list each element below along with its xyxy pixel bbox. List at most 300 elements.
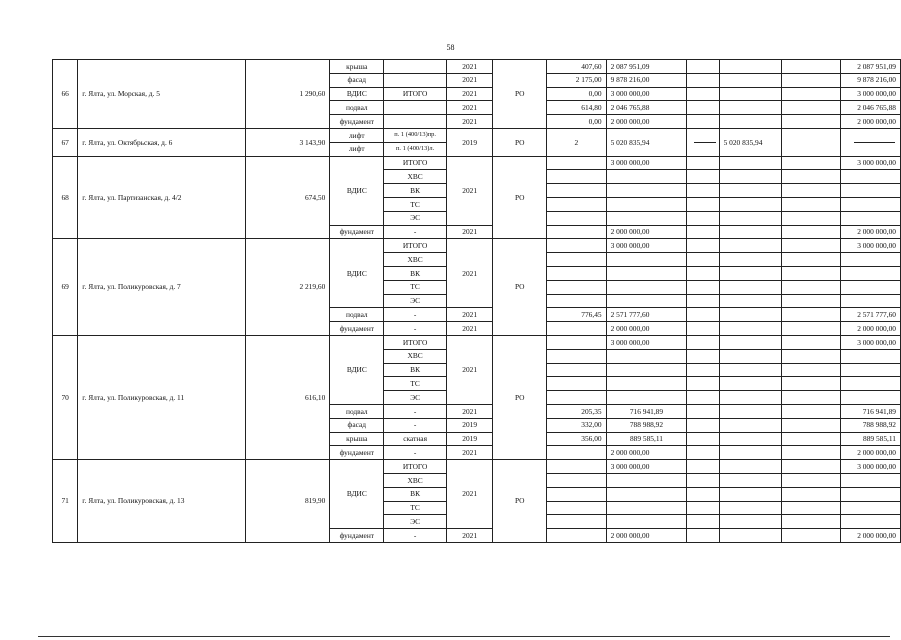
empty-cell	[687, 460, 719, 474]
empty-cell	[687, 322, 719, 336]
qty-cell: 2 175,00	[547, 73, 606, 87]
detail-cell: -	[384, 404, 447, 418]
empty-cell	[687, 170, 719, 184]
empty-cell	[547, 239, 606, 253]
empty-cell	[606, 280, 687, 294]
empty-cell	[840, 211, 900, 225]
address-cell: г. Ялта, ул. Морская, д. 5	[78, 60, 246, 129]
element-cell: фундамент	[330, 529, 384, 543]
empty-cell	[687, 60, 719, 74]
empty-cell	[782, 184, 841, 198]
address-cell: г. Ялта, ул. Октябрьская, д. 6	[78, 128, 246, 156]
empty-cell	[687, 473, 719, 487]
empty-cell	[606, 197, 687, 211]
method-cell: РО	[493, 239, 547, 336]
empty-cell	[547, 184, 606, 198]
detail-cell: -	[384, 225, 447, 239]
empty-cell	[782, 73, 841, 87]
cost-cell: 3 000 000,00	[606, 460, 687, 474]
empty-cell	[840, 501, 900, 515]
lift-cost-cell: 5 020 835,94	[719, 128, 782, 156]
empty-cell	[719, 280, 782, 294]
address-cell: г. Ялта, ул. Поликуровская, д. 11	[78, 335, 246, 459]
empty-cell	[547, 197, 606, 211]
total-cell: 2 571 777,60	[840, 308, 900, 322]
address-cell: г. Ялта, ул. Партизанская, д. 4/2	[78, 156, 246, 239]
empty-cell	[606, 253, 687, 267]
empty-cell	[687, 446, 719, 460]
total-cell: 2 000 000,00	[840, 529, 900, 543]
empty-cell	[547, 487, 606, 501]
empty-cell	[782, 239, 841, 253]
empty-cell	[782, 211, 841, 225]
empty-cell	[840, 391, 900, 405]
empty-cell	[687, 101, 719, 115]
detail-cell: ИТОГО	[384, 335, 447, 349]
table-row	[53, 335, 901, 349]
detail-cell: ИТОГО	[384, 156, 447, 170]
empty-cell	[547, 170, 606, 184]
empty-cell	[840, 349, 900, 363]
total-cell: 2 087 951,09	[840, 60, 900, 74]
empty-cell	[782, 515, 841, 529]
empty-cell	[719, 460, 782, 474]
year-cell: 2021	[446, 101, 492, 115]
empty-cell	[687, 115, 719, 129]
element-cell: лифт	[330, 128, 384, 142]
area-cell: 819,90	[246, 460, 330, 543]
element-cell: ВДИС	[330, 156, 384, 225]
element-cell: подвал	[330, 101, 384, 115]
detail-cell: ТС	[384, 501, 447, 515]
empty-cell	[782, 377, 841, 391]
method-cell: РО	[493, 60, 547, 129]
area-cell: 3 143,90	[246, 128, 330, 156]
empty-cell	[687, 197, 719, 211]
row-number: 69	[53, 239, 78, 336]
empty-cell	[840, 487, 900, 501]
method-cell: РО	[493, 335, 547, 459]
element-cell: ВДИС	[330, 87, 384, 101]
cost-cell: 2 000 000,00	[606, 446, 687, 460]
total-cell: 9 878 216,00	[840, 73, 900, 87]
element-cell: фундамент	[330, 446, 384, 460]
empty-cell	[547, 501, 606, 515]
empty-cell	[840, 377, 900, 391]
detail-cell: ИТОГО	[384, 87, 447, 101]
empty-cell	[782, 87, 841, 101]
area-cell: 1 290,60	[246, 60, 330, 129]
element-cell: крыша	[330, 432, 384, 446]
empty-cell	[782, 432, 841, 446]
empty-cell	[719, 487, 782, 501]
empty-cell	[782, 308, 841, 322]
empty-cell	[782, 101, 841, 115]
empty-cell	[719, 184, 782, 198]
empty-cell	[719, 377, 782, 391]
empty-cell	[782, 156, 841, 170]
empty-cell	[719, 418, 782, 432]
empty-cell	[782, 473, 841, 487]
empty-cell	[687, 515, 719, 529]
cost-cell: 3 000 000,00	[606, 156, 687, 170]
total-cell: 3 000 000,00	[840, 87, 900, 101]
empty-cell	[687, 391, 719, 405]
cost-cell: 3 000 000,00	[606, 87, 687, 101]
empty-cell	[782, 197, 841, 211]
empty-cell	[687, 404, 719, 418]
detail-cell: ХВС	[384, 473, 447, 487]
empty-cell	[719, 501, 782, 515]
element-cell: лифт	[330, 142, 384, 156]
empty-cell	[719, 170, 782, 184]
detail-cell: -	[384, 308, 447, 322]
empty-cell	[687, 294, 719, 308]
element-cell: ВДИС	[330, 239, 384, 308]
year-cell: 2021	[446, 404, 492, 418]
table-row	[53, 60, 901, 74]
cost-cell: 2 000 000,00	[606, 529, 687, 543]
empty-cell	[782, 418, 841, 432]
empty-cell	[547, 253, 606, 267]
empty-cell	[840, 128, 900, 156]
cost-cell: 788 988,92	[606, 418, 687, 432]
empty-cell	[687, 184, 719, 198]
empty-cell	[782, 404, 841, 418]
empty-cell	[840, 170, 900, 184]
empty-cell	[606, 501, 687, 515]
empty-cell	[840, 473, 900, 487]
cost-cell: 3 000 000,00	[606, 239, 687, 253]
empty-cell	[606, 266, 687, 280]
empty-cell	[687, 501, 719, 515]
empty-cell	[719, 294, 782, 308]
empty-cell	[687, 308, 719, 322]
empty-cell	[687, 335, 719, 349]
empty-cell	[719, 322, 782, 336]
detail-cell: -	[384, 446, 447, 460]
empty-cell	[606, 170, 687, 184]
total-cell: 3 000 000,00	[840, 156, 900, 170]
row-number: 70	[53, 335, 78, 459]
cost-cell: 5 020 835,94	[606, 128, 687, 156]
row-number: 71	[53, 460, 78, 543]
empty-cell	[719, 515, 782, 529]
empty-cell	[687, 266, 719, 280]
element-cell: фундамент	[330, 225, 384, 239]
empty-cell	[782, 335, 841, 349]
detail-cell: ХВС	[384, 349, 447, 363]
method-cell: РО	[493, 128, 547, 156]
detail-cell: п. 1 (400/13)пр.	[384, 128, 447, 142]
empty-cell	[719, 363, 782, 377]
detail-cell: -	[384, 322, 447, 336]
empty-cell	[782, 294, 841, 308]
row-number: 67	[53, 128, 78, 156]
total-cell: 788 988,92	[840, 418, 900, 432]
empty-cell	[719, 349, 782, 363]
empty-cell	[687, 225, 719, 239]
detail-cell: ЭС	[384, 294, 447, 308]
empty-cell	[840, 266, 900, 280]
empty-cell	[719, 308, 782, 322]
empty-cell	[687, 377, 719, 391]
element-cell: ВДИС	[330, 460, 384, 529]
year-cell: 2021	[446, 156, 492, 225]
year-cell: 2021	[446, 225, 492, 239]
element-cell: ВДИС	[330, 335, 384, 404]
cost-cell: 2 046 765,88	[606, 101, 687, 115]
empty-cell	[687, 253, 719, 267]
detail-cell: ХВС	[384, 170, 447, 184]
empty-cell	[782, 391, 841, 405]
year-cell: 2021	[446, 73, 492, 87]
empty-cell	[782, 225, 841, 239]
empty-cell	[719, 115, 782, 129]
row-number: 68	[53, 156, 78, 239]
empty-cell	[719, 529, 782, 543]
total-cell: 3 000 000,00	[840, 239, 900, 253]
empty-cell	[687, 487, 719, 501]
year-cell: 2019	[446, 432, 492, 446]
empty-cell	[606, 184, 687, 198]
qty-cell: 205,35	[547, 404, 606, 418]
qty-cell: 2	[547, 128, 606, 156]
empty-cell	[547, 529, 606, 543]
table-row	[53, 239, 901, 253]
detail-cell: ЭС	[384, 515, 447, 529]
cost-cell: 9 878 216,00	[606, 73, 687, 87]
total-cell: 2 000 000,00	[840, 322, 900, 336]
empty-cell	[719, 391, 782, 405]
year-cell: 2021	[446, 335, 492, 404]
table-row	[53, 460, 901, 474]
empty-cell	[782, 529, 841, 543]
empty-cell	[782, 349, 841, 363]
empty-cell	[606, 391, 687, 405]
table-row	[53, 128, 901, 142]
detail-cell: -	[384, 529, 447, 543]
empty-cell	[606, 349, 687, 363]
table-row	[53, 156, 901, 170]
empty-cell	[547, 446, 606, 460]
empty-cell	[547, 225, 606, 239]
cost-cell: 2 087 951,09	[606, 60, 687, 74]
year-cell: 2019	[446, 128, 492, 156]
empty-cell	[719, 404, 782, 418]
cost-cell: 2 000 000,00	[606, 322, 687, 336]
empty-cell	[719, 73, 782, 87]
empty-cell	[547, 156, 606, 170]
total-cell: 3 000 000,00	[840, 460, 900, 474]
empty-cell	[547, 280, 606, 294]
total-cell: 2 046 765,88	[840, 101, 900, 115]
empty-cell	[719, 253, 782, 267]
empty-cell	[782, 280, 841, 294]
cost-cell: 2 000 000,00	[606, 115, 687, 129]
empty-cell	[782, 170, 841, 184]
qty-cell: 0,00	[547, 87, 606, 101]
bottom-rule	[38, 636, 890, 637]
year-cell: 2021	[446, 115, 492, 129]
empty-cell	[719, 197, 782, 211]
cost-cell: 716 941,89	[606, 404, 687, 418]
empty-cell	[606, 487, 687, 501]
empty-cell	[687, 87, 719, 101]
empty-cell	[547, 515, 606, 529]
empty-cell	[840, 184, 900, 198]
detail-cell: ХВС	[384, 253, 447, 267]
empty-cell	[782, 266, 841, 280]
empty-cell	[719, 266, 782, 280]
empty-cell	[687, 239, 719, 253]
empty-cell	[719, 211, 782, 225]
detail-cell	[384, 115, 447, 129]
empty-cell	[782, 60, 841, 74]
year-cell: 2021	[446, 460, 492, 529]
empty-cell	[719, 60, 782, 74]
empty-cell	[547, 211, 606, 225]
empty-cell	[687, 349, 719, 363]
year-cell: 2021	[446, 239, 492, 308]
empty-cell	[782, 115, 841, 129]
qty-cell: 614,80	[547, 101, 606, 115]
empty-cell	[547, 473, 606, 487]
detail-cell: ВК	[384, 266, 447, 280]
element-cell: подвал	[330, 308, 384, 322]
empty-cell	[687, 156, 719, 170]
empty-cell	[719, 87, 782, 101]
empty-cell	[547, 322, 606, 336]
empty-cell	[719, 473, 782, 487]
empty-cell	[719, 225, 782, 239]
qty-cell: 0,00	[547, 115, 606, 129]
empty-cell	[840, 280, 900, 294]
detail-cell: ВК	[384, 363, 447, 377]
empty-cell	[687, 73, 719, 87]
total-cell: 2 000 000,00	[840, 225, 900, 239]
year-cell: 2021	[446, 322, 492, 336]
empty-cell	[606, 515, 687, 529]
empty-cell	[840, 515, 900, 529]
empty-cell	[547, 377, 606, 391]
element-cell: фасад	[330, 418, 384, 432]
empty-cell	[606, 294, 687, 308]
address-cell: г. Ялта, ул. Поликуровская, д. 13	[78, 460, 246, 543]
detail-cell	[384, 60, 447, 74]
empty-cell	[547, 266, 606, 280]
detail-cell: ИТОГО	[384, 460, 447, 474]
empty-cell	[782, 487, 841, 501]
cost-cell: 2 571 777,60	[606, 308, 687, 322]
qty-cell: 332,00	[547, 418, 606, 432]
method-cell: РО	[493, 460, 547, 543]
element-cell: крыша	[330, 60, 384, 74]
area-cell: 616,10	[246, 335, 330, 459]
area-cell: 2 219,60	[246, 239, 330, 336]
total-cell: 3 000 000,00	[840, 335, 900, 349]
empty-cell	[840, 197, 900, 211]
page-number: 58	[446, 43, 455, 52]
empty-cell	[782, 322, 841, 336]
detail-cell: ТС	[384, 197, 447, 211]
detail-cell: ВК	[384, 487, 447, 501]
empty-cell	[719, 446, 782, 460]
qty-cell: 356,00	[547, 432, 606, 446]
empty-cell	[782, 363, 841, 377]
empty-cell	[687, 128, 719, 156]
empty-cell	[687, 211, 719, 225]
empty-cell	[782, 501, 841, 515]
total-cell: 2 000 000,00	[840, 115, 900, 129]
element-cell: фундамент	[330, 322, 384, 336]
detail-cell: ЭС	[384, 211, 447, 225]
detail-cell: ВК	[384, 184, 447, 198]
detail-cell: ТС	[384, 377, 447, 391]
empty-cell	[719, 432, 782, 446]
element-cell: фасад	[330, 73, 384, 87]
total-cell: 716 941,89	[840, 404, 900, 418]
detail-cell: скатная	[384, 432, 447, 446]
empty-cell	[606, 211, 687, 225]
empty-cell	[782, 253, 841, 267]
cost-cell: 889 585,11	[606, 432, 687, 446]
year-cell: 2021	[446, 446, 492, 460]
detail-cell	[384, 73, 447, 87]
empty-cell	[719, 239, 782, 253]
empty-cell	[687, 432, 719, 446]
empty-cell	[547, 391, 606, 405]
qty-cell: 407,60	[547, 60, 606, 74]
empty-cell	[547, 363, 606, 377]
cost-cell: 3 000 000,00	[606, 335, 687, 349]
empty-cell	[782, 446, 841, 460]
empty-cell	[687, 363, 719, 377]
row-number: 66	[53, 60, 78, 129]
empty-cell	[547, 335, 606, 349]
empty-cell	[606, 363, 687, 377]
empty-cell	[719, 335, 782, 349]
empty-cell	[547, 349, 606, 363]
total-cell: 889 585,11	[840, 432, 900, 446]
empty-cell	[840, 363, 900, 377]
element-cell: подвал	[330, 404, 384, 418]
empty-cell	[840, 253, 900, 267]
address-cell: г. Ялта, ул. Поликуровская, д. 7	[78, 239, 246, 336]
detail-cell: -	[384, 418, 447, 432]
detail-cell: ИТОГО	[384, 239, 447, 253]
detail-cell: ЭС	[384, 391, 447, 405]
empty-cell	[687, 529, 719, 543]
cost-cell: 2 000 000,00	[606, 225, 687, 239]
empty-cell	[782, 128, 841, 156]
empty-cell	[719, 156, 782, 170]
detail-cell	[384, 101, 447, 115]
empty-cell	[606, 377, 687, 391]
year-cell: 2021	[446, 60, 492, 74]
total-cell: 2 000 000,00	[840, 446, 900, 460]
detail-cell: п. 1 (400/13)л.	[384, 142, 447, 156]
empty-cell	[687, 280, 719, 294]
empty-cell	[547, 294, 606, 308]
element-cell: фундамент	[330, 115, 384, 129]
year-cell: 2021	[446, 308, 492, 322]
area-cell: 674,50	[246, 156, 330, 239]
year-cell: 2019	[446, 418, 492, 432]
empty-cell	[719, 101, 782, 115]
empty-cell	[606, 473, 687, 487]
empty-cell	[782, 460, 841, 474]
